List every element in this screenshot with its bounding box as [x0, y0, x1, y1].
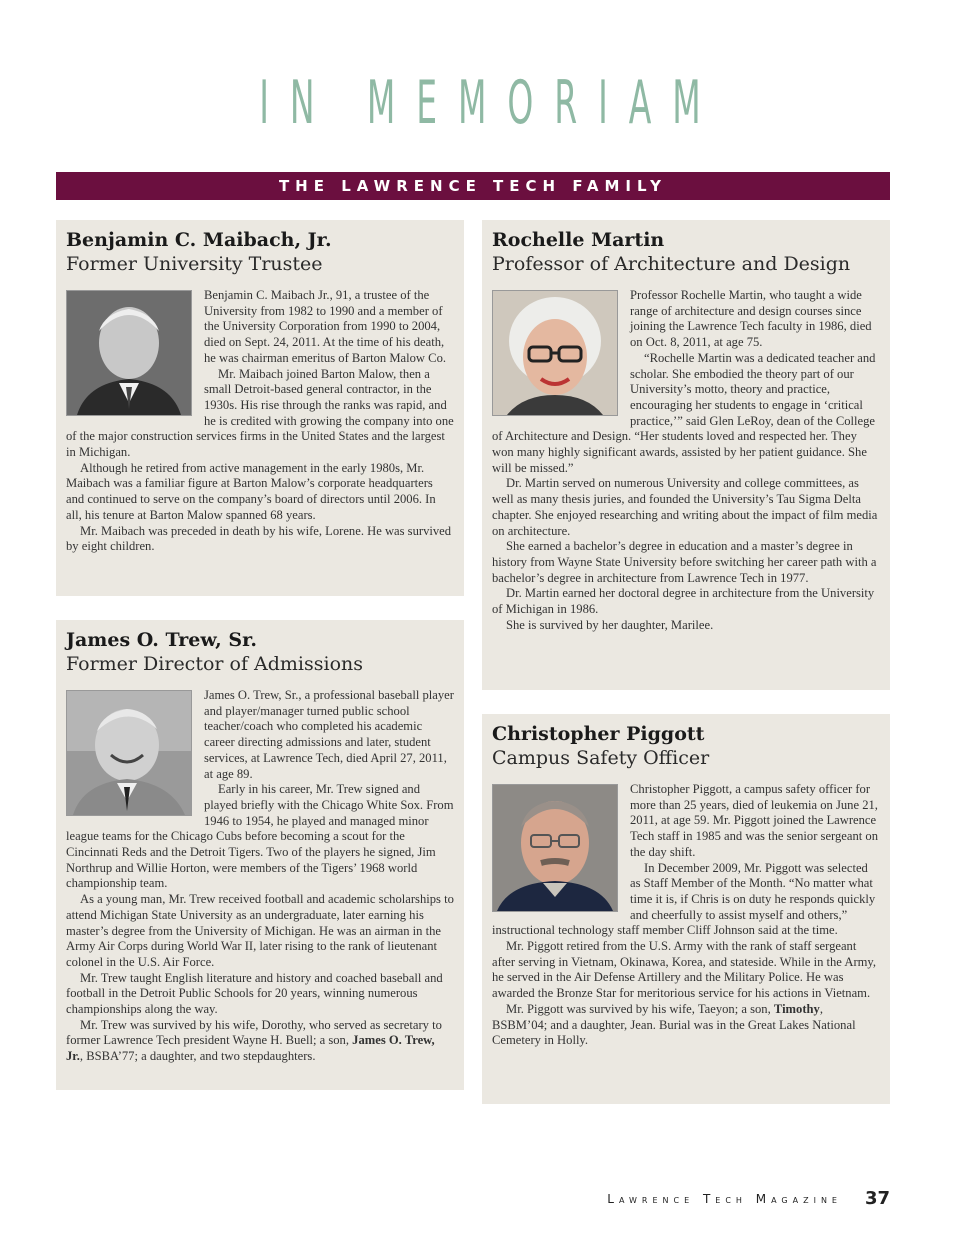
text-segment: Mr. Piggott was survived by his wife, Taeyon; a son,: [506, 1001, 774, 1016]
text-segment: , BSBM’04; and a daughter, Jean. Burial was in the Great Lakes National Cemetery in Holly.: [492, 1001, 856, 1048]
memorial-card-martin: [482, 220, 890, 690]
portrait-photo: [66, 290, 192, 416]
paragraph: Mr. Maibach was preceded in death by his wife, Lorene. He was survived by eight children.: [66, 523, 452, 554]
paragraph: Mr. Trew taught English literature and history and coached baseball and football in the Detroit Public Schools for 20 years, winning numerous championships along the way.: [66, 970, 443, 1017]
person-name: Benjamin C. Maibach, Jr.: [66, 229, 332, 251]
memorial-card-maibach: [56, 220, 464, 596]
obituary-text: [492, 782, 880, 1049]
page-title: IN MEMORIAM: [259, 68, 722, 138]
paragraph: James O. Trew, Sr., a professional baseball player and player/manager turned public school teacher/coach who completed his academic career directing admissions and later, student services, at Lawrence Tech, died April 27, 2011, at age 89.: [204, 688, 454, 781]
paragraph: Dr. Martin served on numerous University and college committees, as well as many thesis juries, and founded the University’s Tau Sigma Delta chapter. She enjoyed researching and writing about the impact of film media on architecture.: [492, 476, 878, 538]
portrait-photo: [492, 784, 618, 912]
paragraph: Professor Rochelle Martin, who taught a wide range of architecture and design courses since joining the Lawrence Tech faculty in 1986, died on Oct. 8, 2011, at age 75.: [630, 288, 872, 350]
paragraph: Benjamin C. Maibach Jr., 91, a trustee of the University from 1982 to 1990 and a member of the University Corporation from 1990 to 2004, died on Sept. 24, 2011. At the time of his death, he was chairman emeritus of Barton Malow Co.: [204, 288, 447, 365]
magazine-name: Lawrence Tech Magazine: [607, 1192, 842, 1206]
text-segment: Mr. Trew was survived by his wife, Dorothy, who served as secretary to former Lawrence Tech president Wayne H. Buell; a son,: [66, 1017, 442, 1048]
paragraph: She is survived by her daughter, Marilee.: [506, 617, 714, 632]
alumnus-name: James O. Trew, Jr.: [66, 1033, 435, 1064]
paragraph: Christopher Piggott, a campus safety officer for more than 25 years, died of leukemia on June 21, 2011, at age 59. Mr. Piggott joined the Lawrence Tech staff in 1985 and was the senior sergeant on the day shift.: [630, 782, 879, 859]
obituary-text: [66, 288, 454, 555]
magazine-footer: [607, 1192, 842, 1206]
paragraph: Mr. Piggott retired from the U.S. Army with the rank of staff sergeant after serving in Vietnam, Okinawa, Korea, and stateside. While in the Army, he served in the Air Defense Artillery and the Military Police. He was awarded the Bronze Star for meritorious service for his actions in Vietnam.: [492, 939, 877, 1001]
portrait-photo: [492, 290, 618, 416]
person-role: Campus Safety Officer: [492, 747, 710, 769]
portrait-photo: [66, 690, 192, 816]
person-role: Former Director of Admissions: [66, 653, 364, 675]
person-role: Professor of Architecture and Design: [492, 253, 851, 275]
person-name: Rochelle Martin: [492, 229, 665, 251]
text-segment: , BSBA’77; a daughter, and two stepdaughters.: [79, 1049, 316, 1064]
paragraph: “Rochelle Martin was a dedicated teacher and scholar. She embodied the theory part of our University’s motto, theory and practice, encouraging her students to engage in ‘critical practice,’” said Glen LeRoy, dean of the College of Architecture and Design. “Her students loved and respected her. They won many highly significant awards, assisted by her patient guidance. She will be missed.”: [492, 350, 876, 475]
paragraph: [66, 1018, 454, 1065]
paragraph: Dr. Martin earned her doctoral degree in architecture from the University of Michigan in 1986.: [492, 586, 875, 617]
memorial-card-piggott: [482, 714, 890, 1104]
paragraph: Although he retired from active management in the early 1980s, Mr. Maibach was a familiar figure at Barton Malow’s corporate headquarters and continued to serve on the company’s board of directors until 2006. In all, his tenure at Barton Malow spanned 68 years.: [66, 460, 436, 522]
obituary-text: [66, 688, 454, 1065]
person-name: James O. Trew, Sr.: [66, 629, 257, 651]
paragraph: As a young man, Mr. Trew received football and academic scholarships to attend Michigan State University as an undergraduate, later earning his master’s degree from the University of Michigan. He was an airman in the Army Air Corps during World War II, later rising to the rank of lieutenant colonel in the U.S. Air Force.: [66, 892, 454, 969]
person-name: Christopher Piggott: [492, 723, 705, 745]
person-role: Former University Trustee: [66, 253, 323, 275]
page-number: 37: [864, 1188, 890, 1209]
paragraph: Early in his career, Mr. Trew signed and played briefly with the Chicago White Sox. From 1946 to 1954, he played and managed minor league teams for the Chicago Cubs before becoming a scout for the Cincinnati Reds and the Detroit Tigers. Two of the players he signed, Jim Northrup and Willie Horton, were members of the Tigers’ 1968 world championship team.: [66, 782, 454, 891]
memorial-card-trew: [56, 620, 464, 1090]
obituary-text: [492, 288, 880, 633]
section-banner: THE LAWRENCE TECH FAMILY: [56, 172, 890, 200]
paragraph: In December 2009, Mr. Piggott was selected as Staff Member of the Month. “No matter what time it is, if Chris is on duty he responds quickly and cheerfully to assist myself and others,” instructional technology staff member Cliff Johnson said at the time.: [492, 860, 876, 938]
paragraph: [492, 1002, 880, 1049]
alumnus-name: Timothy: [773, 1001, 820, 1016]
paragraph: She earned a bachelor’s degree in education and a master’s degree in history from Wayne State University before switching her career path with a bachelor’s degree in architecture from Lawrence Tech in 1977.: [492, 539, 877, 585]
paragraph: Mr. Maibach joined Barton Malow, then a small Detroit-based general contractor, in the 1930s. His rise through the ranks was rapid, and he is credited with growing the company into one of the major construction services firms in the United States and the largest in Michigan.: [66, 366, 454, 460]
